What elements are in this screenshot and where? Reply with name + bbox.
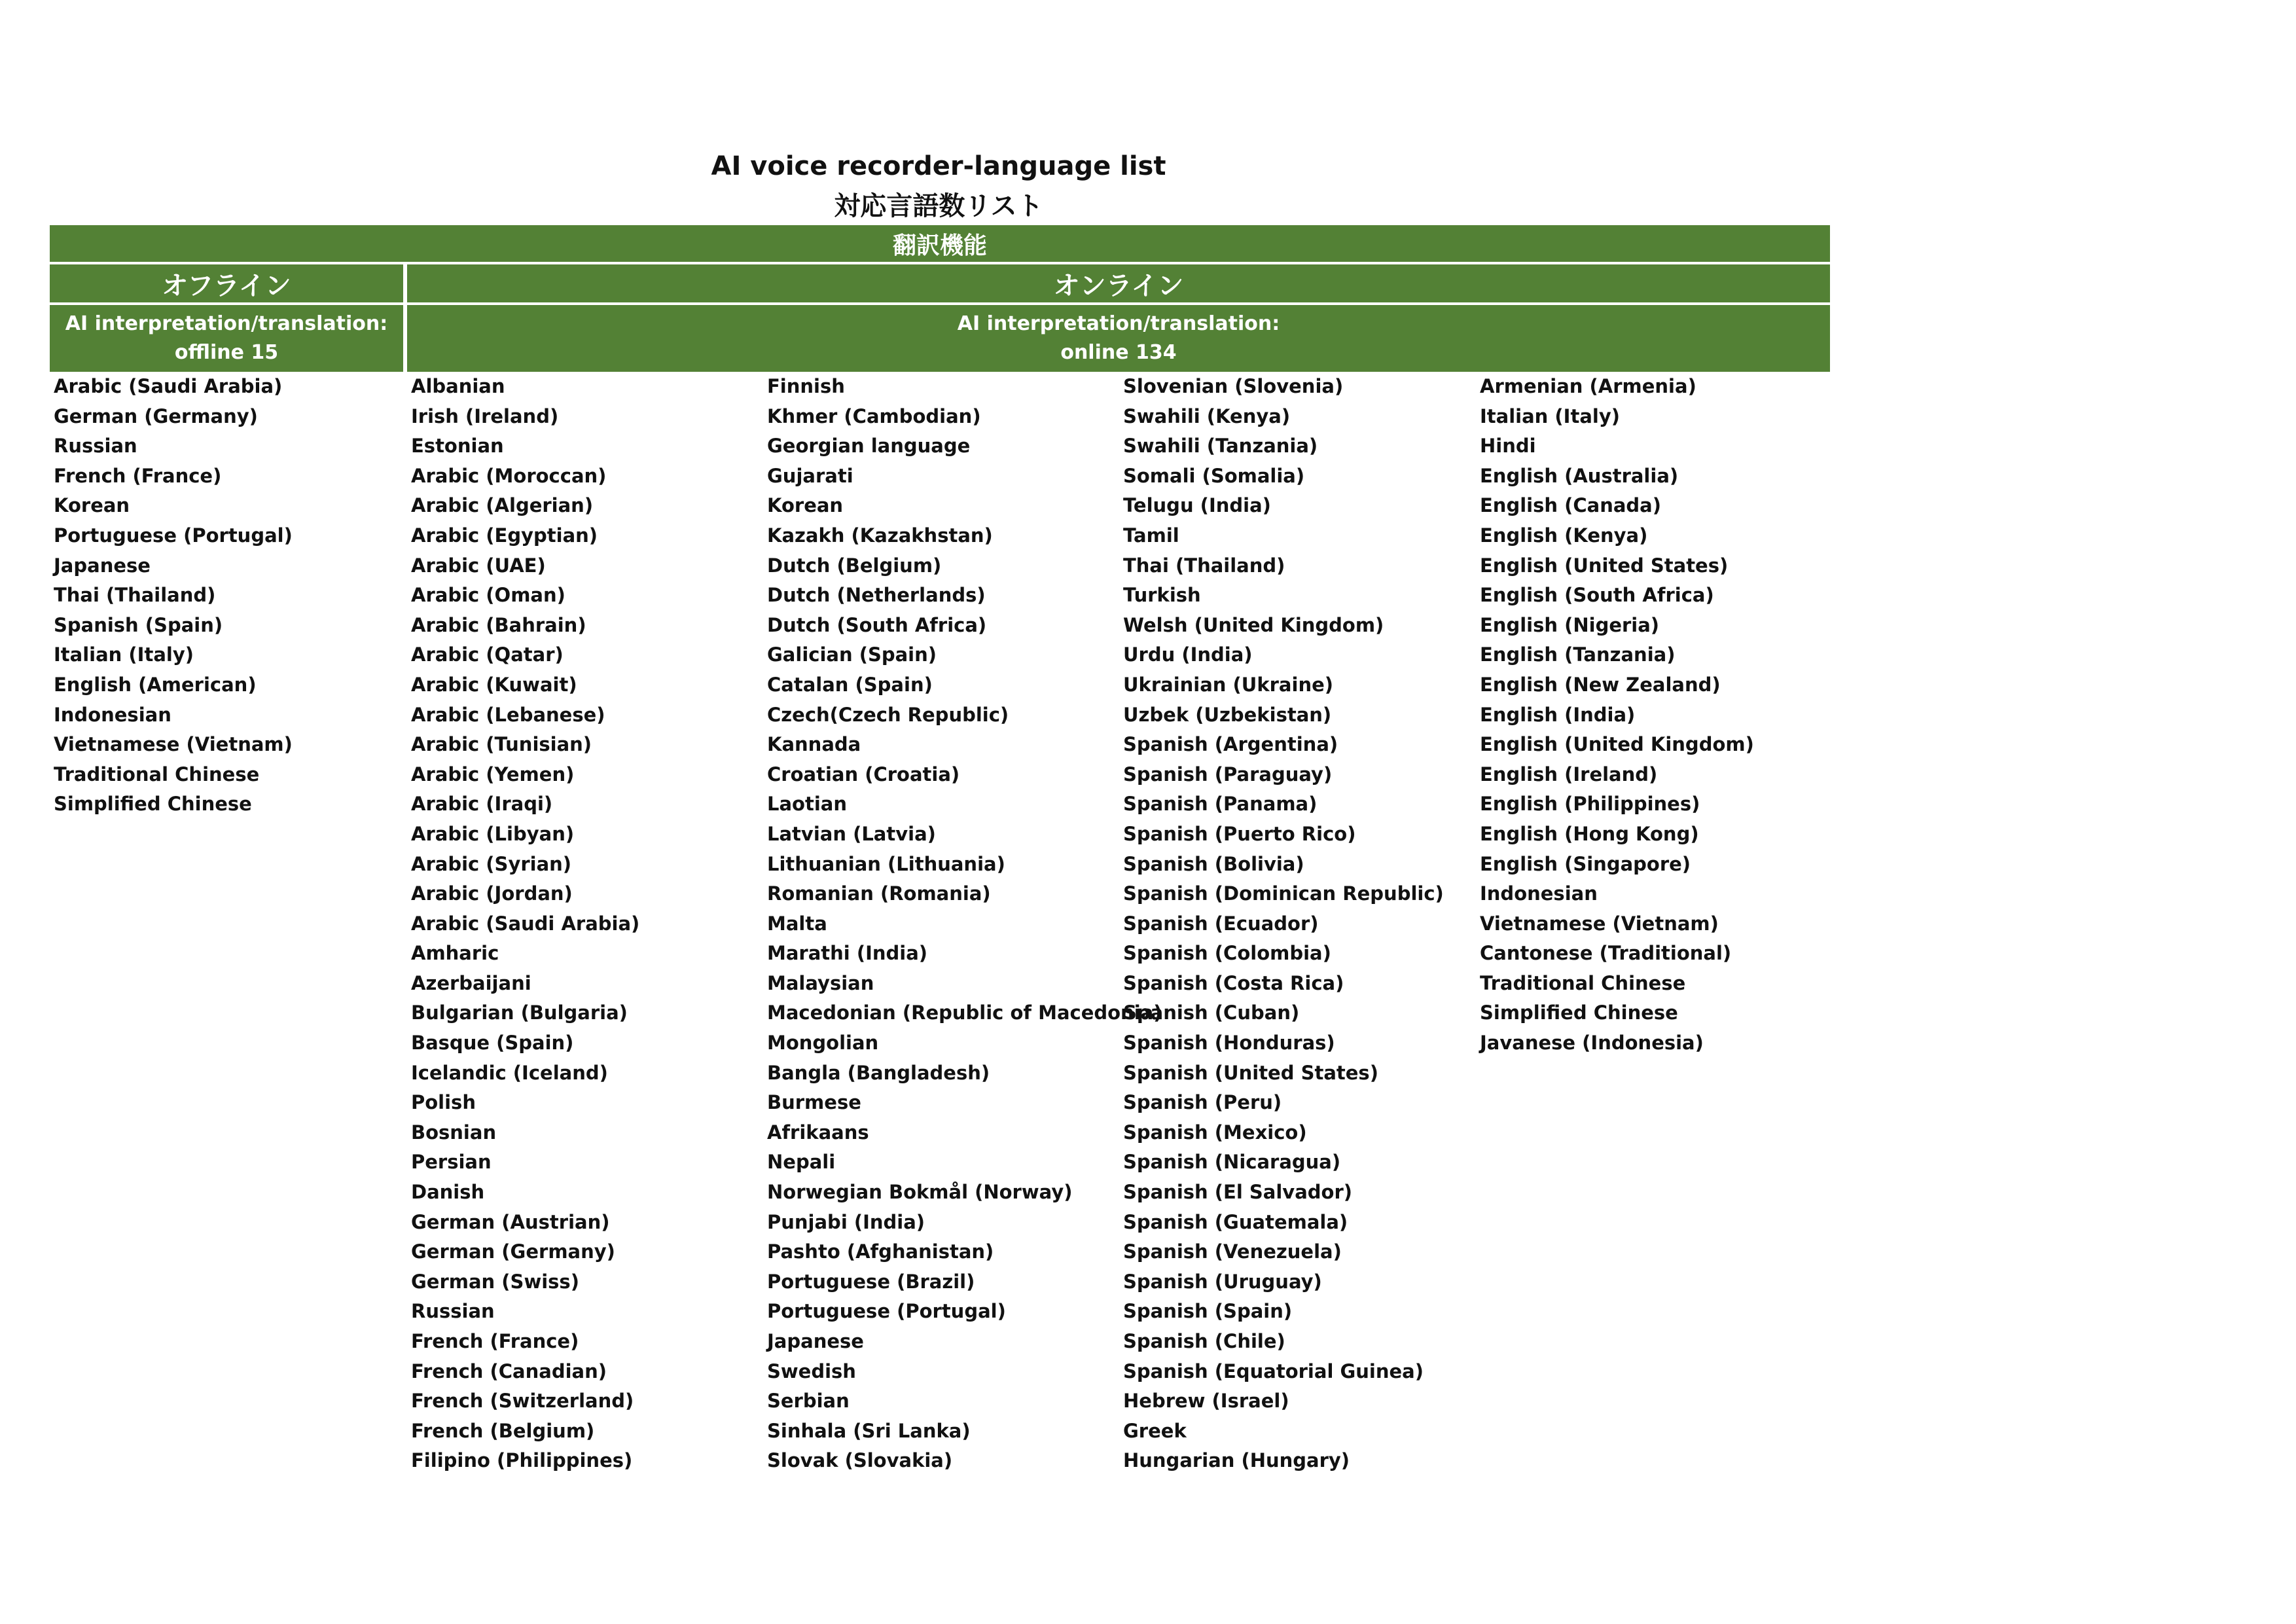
language-item: Russian [54, 435, 137, 458]
language-item: English (India) [1480, 703, 1636, 726]
language-item: English (United Kingdom) [1480, 733, 1754, 756]
language-item: Spanish (Argentina) [1123, 733, 1338, 756]
page-title: AI voice recorder-language list [711, 151, 1166, 181]
language-item: Arabic (Saudi Arabia) [54, 375, 283, 397]
language-item: Swahili (Tanzania) [1123, 435, 1318, 458]
language-item: Spanish (Panama) [1123, 793, 1318, 816]
language-item: English (South Africa) [1480, 584, 1714, 607]
language-item: Spanish (Bolivia) [1123, 852, 1304, 875]
language-item: Traditional Chinese [54, 763, 260, 785]
language-item: Spanish (Venezuela) [1123, 1240, 1342, 1263]
online-subheader [407, 305, 1830, 372]
offline-header: オフライン [50, 264, 403, 302]
offline-subheader-count: offline 15 [174, 341, 279, 364]
language-item: Tamil [1123, 524, 1179, 547]
language-item: Korean [54, 494, 130, 517]
language-item: Greek [1123, 1419, 1187, 1442]
language-item: Spanish (Honduras) [1123, 1032, 1335, 1055]
language-item: Arabic (Oman) [411, 584, 565, 607]
language-item: Italian (Italy) [54, 643, 194, 666]
language-item: Telugu (India) [1123, 494, 1271, 517]
language-item: Vietnamese (Vietnam) [1480, 912, 1719, 935]
language-item: Malaysian [767, 971, 874, 994]
language-item: Hungarian (Hungary) [1123, 1449, 1350, 1472]
offline-subheader [50, 305, 403, 372]
online-subheader-line1: AI interpretation/translation: [957, 312, 1280, 335]
language-item: English (United States) [1480, 554, 1729, 577]
language-item: Afrikaans [767, 1121, 869, 1144]
language-item: Thai (Thailand) [54, 584, 216, 607]
language-item: Spanish (Spain) [54, 613, 223, 636]
language-item: Spanish (Chile) [1123, 1330, 1285, 1352]
language-item: Spanish (Guatemala) [1123, 1210, 1348, 1233]
language-item: Arabic (Kuwait) [411, 673, 577, 696]
language-item: Punjabi (India) [767, 1210, 925, 1233]
language-item: Arabic (Tunisian) [411, 733, 592, 756]
language-item: Sinhala (Sri Lanka) [767, 1419, 971, 1442]
language-item: Javanese (Indonesia) [1480, 1032, 1704, 1055]
online-language-list-4 [1480, 372, 1833, 1058]
language-item: Norwegian Bokmål (Norway) [767, 1181, 1073, 1204]
language-item: Arabic (Bahrain) [411, 613, 586, 636]
language-item: Georgian language [767, 435, 971, 458]
language-item: Cantonese (Traditional) [1480, 942, 1732, 965]
language-item: English (New Zealand) [1480, 673, 1721, 696]
language-item: Arabic (UAE) [411, 554, 546, 577]
language-item: Vietnamese (Vietnam) [54, 733, 293, 756]
page-subtitle: 対応言語数リスト [834, 191, 1043, 221]
language-item: Russian [411, 1300, 495, 1323]
language-item: Armenian (Armenia) [1480, 375, 1696, 397]
language-item: Arabic (Algerian) [411, 494, 594, 517]
language-item: English (Australia) [1480, 464, 1679, 487]
language-item: French (Switzerland) [411, 1390, 634, 1413]
language-item: Welsh (United Kingdom) [1123, 613, 1384, 636]
language-item: Arabic (Qatar) [411, 643, 564, 666]
language-item: Spanish (El Salvador) [1123, 1181, 1353, 1204]
language-item: Croatian (Croatia) [767, 763, 960, 785]
language-item: Portuguese (Portugal) [767, 1300, 1006, 1323]
language-item: Nepali [767, 1151, 836, 1174]
language-item: Mongolian [767, 1032, 879, 1055]
language-item: English (American) [54, 673, 257, 696]
language-item: French (Canadian) [411, 1360, 607, 1382]
language-item: Burmese [767, 1091, 861, 1114]
language-item: Uzbek (Uzbekistan) [1123, 703, 1332, 726]
language-item: Icelandic (Iceland) [411, 1061, 608, 1084]
language-item: Filipino (Philippines) [411, 1449, 633, 1472]
language-item: English (Singapore) [1480, 852, 1691, 875]
language-item: Khmer (Cambodian) [767, 405, 981, 427]
language-item: Portuguese (Portugal) [54, 524, 293, 547]
language-item: French (France) [411, 1330, 579, 1352]
language-item: Swahili (Kenya) [1123, 405, 1291, 427]
language-item: Spanish (Spain) [1123, 1300, 1293, 1323]
language-item: Spanish (Nicaragua) [1123, 1151, 1341, 1174]
language-item: Arabic (Jordan) [411, 882, 573, 905]
language-item: Albanian [411, 375, 505, 397]
language-item: Arabic (Saudi Arabia) [411, 912, 640, 935]
language-item: Basque (Spain) [411, 1032, 574, 1055]
language-item: Spanish (Peru) [1123, 1091, 1282, 1114]
language-item: Arabic (Libyan) [411, 822, 575, 845]
language-item: English (Tanzania) [1480, 643, 1676, 666]
language-item: Dutch (Netherlands) [767, 584, 986, 607]
language-item: Polish [411, 1091, 476, 1114]
language-item: Indonesian [54, 703, 171, 726]
language-item: Urdu (India) [1123, 643, 1253, 666]
language-item: Spanish (Colombia) [1123, 942, 1331, 965]
online-language-list-1 [411, 372, 764, 1476]
language-item: Romanian (Romania) [767, 882, 991, 905]
language-item: Bulgarian (Bulgaria) [411, 1001, 628, 1024]
language-item: Spanish (Cuban) [1123, 1001, 1300, 1024]
offline-subheader-line1: AI interpretation/translation: [65, 312, 388, 335]
language-item: Malta [767, 912, 827, 935]
language-item: Azerbaijani [411, 971, 531, 994]
language-item: Turkish [1123, 584, 1201, 607]
language-item: French (France) [54, 464, 222, 487]
language-item: Marathi (India) [767, 942, 928, 965]
language-item: Arabic (Egyptian) [411, 524, 598, 547]
language-item: English (Canada) [1480, 494, 1662, 517]
language-item: Danish [411, 1181, 485, 1204]
language-item: French (Belgium) [411, 1419, 595, 1442]
language-item: Spanish (Equatorial Guinea) [1123, 1360, 1424, 1382]
language-item: Dutch (South Africa) [767, 613, 987, 636]
language-item: Traditional Chinese [1480, 971, 1686, 994]
language-item: Spanish (Puerto Rico) [1123, 822, 1356, 845]
language-item: Arabic (Lebanese) [411, 703, 605, 726]
language-item: Thai (Thailand) [1123, 554, 1285, 577]
language-item: Pashto (Afghanistan) [767, 1240, 994, 1263]
language-item: Hindi [1480, 435, 1536, 458]
language-item: Spanish (Dominican Republic) [1123, 882, 1444, 905]
language-item: Dutch (Belgium) [767, 554, 942, 577]
language-item: Macedonian (Republic of Macedonia) [767, 1001, 1162, 1024]
language-item: Kazakh (Kazakhstan) [767, 524, 993, 547]
language-item: Arabic (Moroccan) [411, 464, 607, 487]
language-item: Galician (Spain) [767, 643, 937, 666]
language-item: Spanish (Paraguay) [1123, 763, 1333, 785]
language-item: Japanese [54, 554, 151, 577]
language-item: German (Germany) [54, 405, 258, 427]
language-item: Serbian [767, 1390, 850, 1413]
online-header: オンライン [407, 264, 1830, 302]
language-item: Spanish (Uruguay) [1123, 1270, 1322, 1293]
language-item: Simplified Chinese [54, 793, 252, 816]
language-item: Korean [767, 494, 844, 517]
language-item: Spanish (Ecuador) [1123, 912, 1319, 935]
language-item: German (Austrian) [411, 1210, 610, 1233]
offline-language-list [54, 372, 401, 820]
language-item: Spanish (Mexico) [1123, 1121, 1307, 1144]
language-item: Japanese [767, 1330, 864, 1352]
language-item: Arabic (Syrian) [411, 852, 572, 875]
language-item: Latvian (Latvia) [767, 822, 936, 845]
language-item: Spanish (United States) [1123, 1061, 1378, 1084]
language-item: Hebrew (Israel) [1123, 1390, 1289, 1413]
language-item: Gujarati [767, 464, 853, 487]
language-item: Catalan (Spain) [767, 673, 933, 696]
language-item: Amharic [411, 942, 499, 965]
language-item: Spanish (Costa Rica) [1123, 971, 1344, 994]
language-item: Slovak (Slovakia) [767, 1449, 953, 1472]
language-item: Persian [411, 1151, 492, 1174]
language-item: Swedish [767, 1360, 856, 1382]
language-item: English (Kenya) [1480, 524, 1648, 547]
language-item: Laotian [767, 793, 847, 816]
language-item: Simplified Chinese [1480, 1001, 1678, 1024]
language-item: English (Hong Kong) [1480, 822, 1699, 845]
language-item: English (Ireland) [1480, 763, 1658, 785]
language-item: Bangla (Bangladesh) [767, 1061, 990, 1084]
language-item: Czech(Czech Republic) [767, 703, 1009, 726]
language-item: Slovenian (Slovenia) [1123, 375, 1344, 397]
language-item: Irish (Ireland) [411, 405, 559, 427]
online-language-list-3 [1123, 372, 1477, 1476]
language-item: Portuguese (Brazil) [767, 1270, 975, 1293]
language-item: Arabic (Yemen) [411, 763, 575, 785]
language-item: German (Swiss) [411, 1270, 579, 1293]
language-item: Finnish [767, 375, 845, 397]
language-item: Estonian [411, 435, 504, 458]
language-item: English (Nigeria) [1480, 613, 1660, 636]
language-item: Ukrainian (Ukraine) [1123, 673, 1334, 696]
translation-feature-banner: 翻訳機能 [50, 225, 1830, 262]
language-item: Arabic (Iraqi) [411, 793, 553, 816]
language-item: Bosnian [411, 1121, 497, 1144]
online-subheader-count: online 134 [1060, 341, 1177, 364]
language-item: Kannada [767, 733, 861, 756]
language-item: Lithuanian (Lithuania) [767, 852, 1005, 875]
language-item: Somali (Somalia) [1123, 464, 1305, 487]
language-item: English (Philippines) [1480, 793, 1700, 816]
language-item: Indonesian [1480, 882, 1598, 905]
language-item: Italian (Italy) [1480, 405, 1620, 427]
language-item: German (Germany) [411, 1240, 615, 1263]
